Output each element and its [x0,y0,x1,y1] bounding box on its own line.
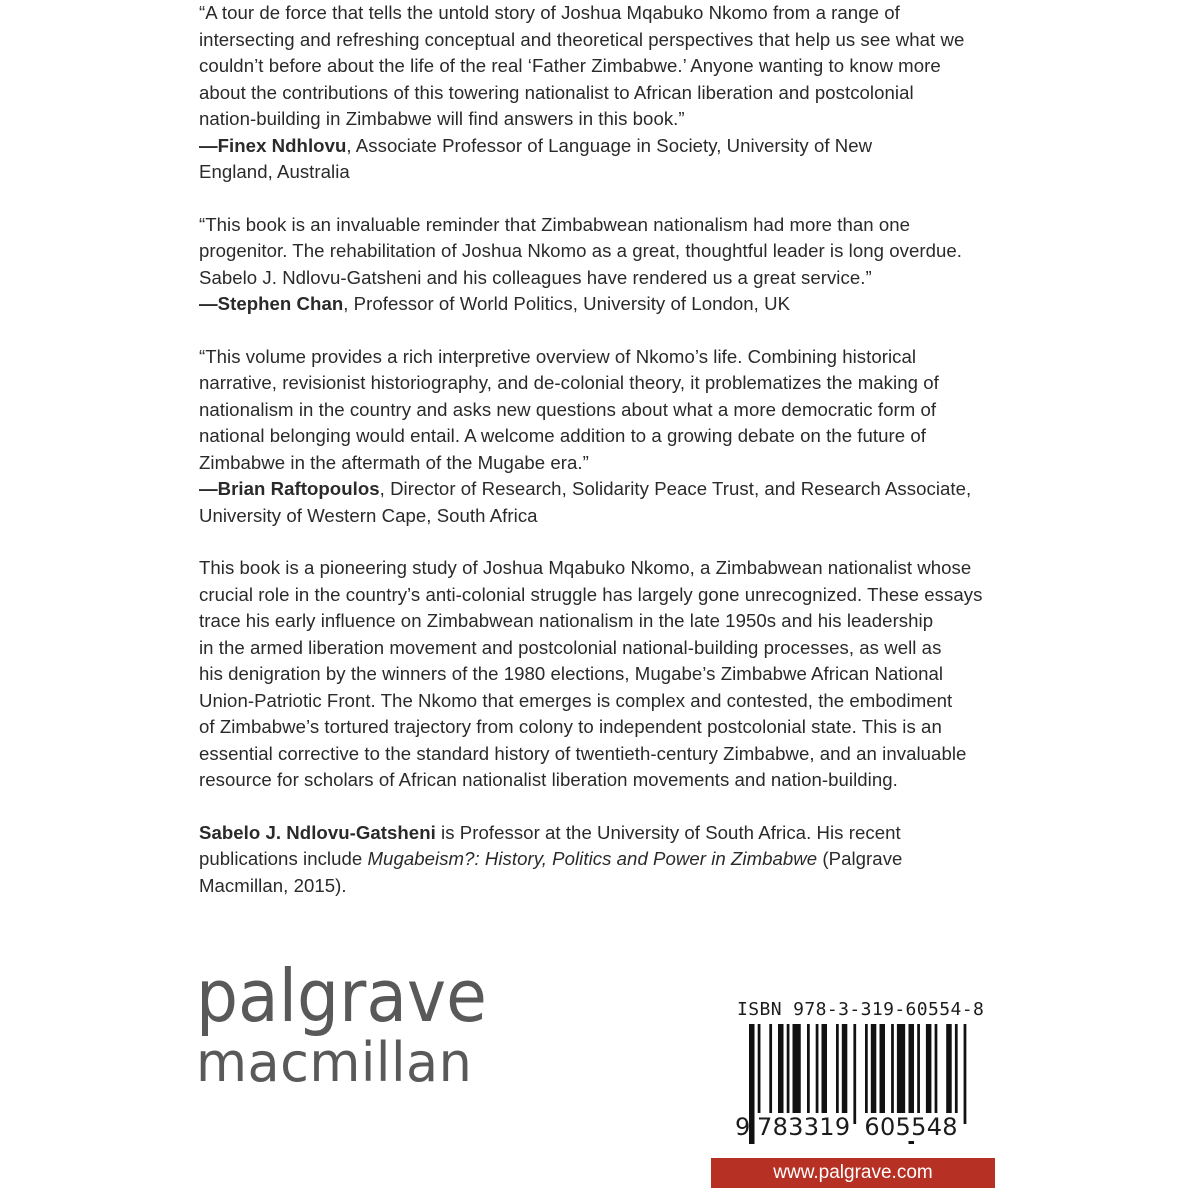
barcode-digits [735,1113,975,1141]
endorser-name: —Finex Ndhlovu [199,134,347,156]
barcode-bar [793,1024,801,1124]
author-bio-text: (Palgrave [817,848,903,869]
quote-line: nationalism in the country and asks new questions about what a more democratic form of [199,398,937,420]
attribution [199,291,999,318]
description-line: This book is a pioneering study of Joshua Mqabuko Nkomo, a Zimbabwean nationalist whose [199,557,972,578]
barcode-bar [769,1024,772,1124]
endorser-affiliation: , Director of Research, Solidarity Peace Trust, and Research Associate, [379,478,972,499]
barcode-bar [891,1024,894,1124]
barcode-bar [917,1024,920,1124]
description-line: crucial role in the country’s anti-colonial struggle has largely gone unrecognized. These essays [199,583,983,605]
author-name: Sabelo J. Ndlovu-Gatsheni [199,821,436,843]
barcode-digit-group: 605548 [864,1113,958,1141]
quote-line: about the contributions of this towering nationalist to African liberation and postcolonial [199,81,914,103]
barcode-digit-first: 9 [735,1113,751,1141]
barcode-bar [853,1024,856,1124]
endorser-affiliation: , Associate Professor of Language in Society, University of New [346,134,873,156]
attribution [199,476,999,503]
logo-text-macmillan: macmillan [196,1031,473,1094]
quote-line: “This book is an invaluable reminder that Zimbabwean nationalism had more than one [199,213,911,235]
endorser-name: —Brian Raftopoulos [199,478,380,499]
barcode-bar [946,1024,952,1124]
endorsement-2 [199,212,999,318]
barcode-digit-group: 783319 [757,1113,851,1141]
author-bio-text: is Professor at the University of South Africa. His recent [435,821,901,843]
barcode-bar [955,1024,958,1124]
endorser-affiliation-cont: England, Australia [199,161,350,182]
endorser-name: —Stephen Chan [199,293,344,314]
quote-line: intersecting and refreshing conceptual and theoretical perspectives that help us see what we [199,28,965,50]
quote-line: “This volume provides a rich interpretive overview of Nkomo’s life. Combining historical [199,345,917,367]
endorsement-3 [199,344,999,530]
barcode-bar [935,1024,938,1124]
logo-text-palgrave: palgrave [196,954,487,1038]
barcode-bar [778,1024,784,1124]
barcode-bar [964,1024,967,1124]
barcode-bar [787,1024,790,1124]
barcode-bar [865,1024,868,1124]
description-line: his denigration by the winners of the 1980 elections, Mugabe’s Zimbabwe African National [199,663,944,684]
description-line: essential corrective to the standard history of twentieth-century Zimbabwe, and an invaluable [199,742,967,764]
description-line: Union-Patriotic Front. The Nkomo that emerges is complex and contested, the embodiment [199,689,953,711]
book-description [199,555,999,794]
barcode-bar [807,1024,810,1124]
author-bio-text: publications include [199,848,368,869]
quote-line: narrative, revisionist historiography, and de-colonial theory, it problematizes the making of [199,372,939,393]
author-bio-text: Macmillan, 2015). [199,874,347,896]
barcode-bar [822,1024,828,1124]
book-title-italic: Mugabeism?: History, Politics and Power in Zimbabwe [367,848,818,869]
description-line: resource for scholars of African nationalist liberation movements and nation-building. [199,769,898,790]
quote-line: national belonging would entail. A welcome addition to a growing debate on the future of [199,425,926,446]
quote-line: couldn’t before about the life of the real ‘Father Zimbabwe.’ Anyone wanting to know more [199,55,941,76]
description-line: trace his early influence on Zimbabwean nationalism in the late 1950s and his leadership [199,610,934,631]
barcode-bar [880,1024,886,1124]
barcode-bar [897,1024,905,1124]
isbn-label: ISBN 978-3-319-60554-8 [737,999,985,1020]
endorsement-1 [199,0,999,186]
barcode-bar [926,1024,932,1124]
barcode-bar [758,1024,761,1124]
barcode-bar [816,1024,819,1124]
palgrave-macmillan-logo [196,954,512,1094]
description-line: of Zimbabwe’s tortured trajectory from colony to independent postcolonial state. This is an [199,716,942,737]
attribution [199,133,999,160]
barcode-bar [871,1024,877,1124]
description-line: in the armed liberation movement and postcolonial national-building processes, as well as [199,636,942,658]
endorser-affiliation-cont: University of Western Cape, South Africa [199,504,538,526]
barcode-bar [842,1024,848,1124]
website-link[interactable]: www.palgrave.com [711,1158,995,1188]
quote-line: Sabelo J. Ndlovu-Gatsheni and his colleagues have rendered us a great service.” [199,266,872,288]
quote-line: Zimbabwe in the aftermath of the Mugabe era.” [199,451,589,473]
quote-line: progenitor. The rehabilitation of Joshua Nkomo as a great, thoughtful leader is long overdue. [199,240,962,261]
quote-line: “A tour de force that tells the untold story of Joshua Mqabuko Nkomo from a range of [199,2,900,23]
text-column [199,0,999,899]
barcode-bar [836,1024,839,1124]
author-bio [199,820,999,900]
quote-line: nation-building in Zimbabwe will find answers in this book.” [199,108,685,129]
endorser-affiliation: , Professor of World Politics, University of London, UK [343,293,791,314]
